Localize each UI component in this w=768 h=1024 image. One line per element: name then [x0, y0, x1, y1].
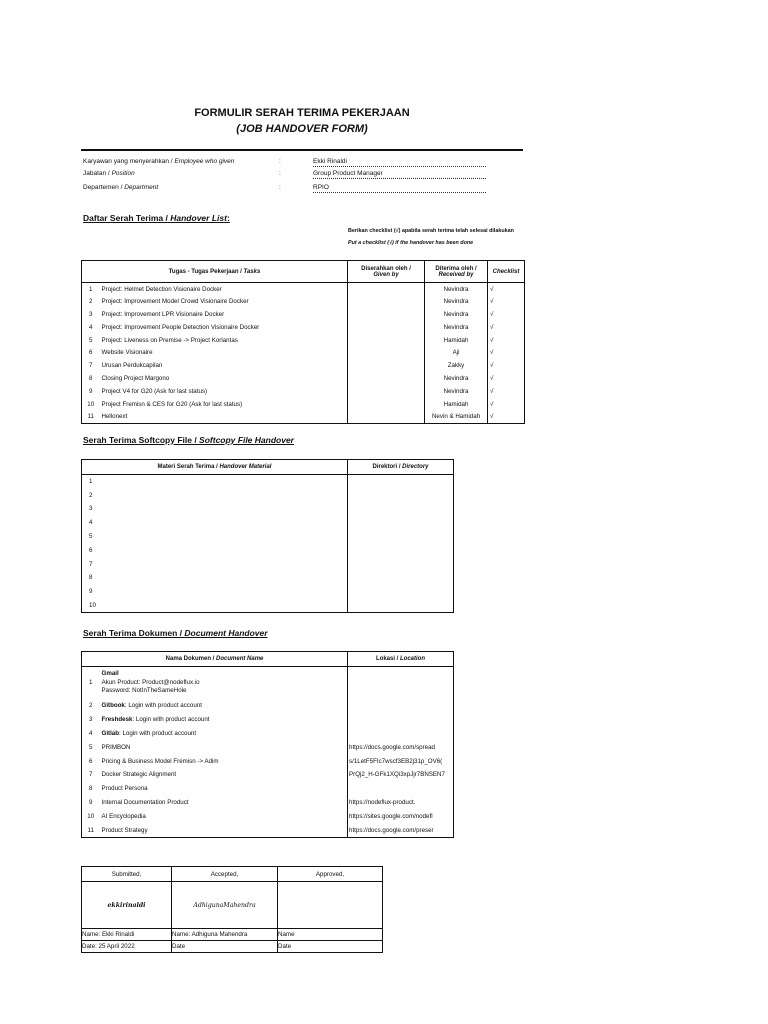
table-row — [82, 667, 454, 699]
table-row — [82, 334, 525, 347]
location-cell — [348, 699, 454, 713]
position-colon: : — [279, 170, 281, 177]
table-row — [82, 824, 454, 838]
name-submitted: Name: Ekki Rinaldi — [82, 929, 172, 941]
given-by-cell — [348, 346, 425, 359]
received-by-cell: Nevindra — [425, 385, 488, 398]
document-name-cell — [100, 726, 348, 740]
name-accepted: Name: Adhiguna Mahendra — [172, 929, 278, 941]
table-row — [82, 557, 454, 571]
task-cell: Project: Improvement People Detection Visionaire Docker — [100, 321, 348, 334]
employee-colon: : — [279, 158, 281, 165]
row-number: 1 — [89, 478, 93, 486]
received-by-cell: Nevindra — [425, 283, 488, 296]
document-name-text: : Login with product account — [119, 729, 197, 737]
row-number: 5 — [82, 740, 100, 754]
material-cell — [82, 530, 348, 544]
department-label: Departemen / Department — [83, 184, 159, 191]
signature-submitted: ekkirinaldi — [82, 882, 172, 929]
task-cell: Project: Helmet Detection Visionaire Docker — [100, 283, 348, 296]
table-row — [82, 712, 454, 726]
checklist-cell: √ — [488, 321, 525, 334]
table-row — [82, 410, 525, 423]
checklist-cell: √ — [488, 410, 525, 423]
document-name-cell — [100, 796, 348, 810]
document-name-cell — [100, 810, 348, 824]
given-by-cell — [348, 321, 425, 334]
received-by-cell: Nevindra — [425, 308, 488, 321]
location-cell — [348, 712, 454, 726]
table-row — [82, 768, 454, 782]
task-cell: Hellonext — [100, 410, 348, 423]
row-number: 8 — [82, 372, 100, 385]
checklist-note-en: Put a checklist (√) if the handover has been done — [348, 240, 474, 246]
col-document-name: Nama Dokumen / Document Name — [82, 652, 348, 667]
location-link[interactable]: https://docs.google.com/spread — [348, 740, 454, 754]
checklist-cell: √ — [488, 385, 525, 398]
employee-label: Karyawan yang menyerahkan / Employee who given — [83, 158, 235, 165]
handover-table — [81, 260, 525, 424]
table-row — [82, 283, 525, 296]
table-row — [82, 782, 454, 796]
document-name-cell — [100, 699, 348, 713]
position-label: Jabatan / Position — [83, 170, 135, 177]
document-name-cell — [100, 712, 348, 726]
given-by-cell — [348, 283, 425, 296]
table-row — [82, 726, 454, 740]
row-number: 10 — [82, 810, 100, 824]
row-number: 6 — [82, 754, 100, 768]
table-row — [82, 740, 454, 754]
checklist-cell: √ — [488, 346, 525, 359]
received-by-cell: Hamidah — [425, 398, 488, 411]
checklist-cell: √ — [488, 308, 525, 321]
location-link[interactable]: PrQj2_H-GFk1XQi3xpJjr7BNSEN7 — [348, 768, 454, 782]
row-number: 1 — [82, 667, 100, 699]
row-number: 5 — [89, 533, 93, 541]
task-cell: Project: Improvement LPR Visionaire Docker — [100, 308, 348, 321]
document-name-text: Product Persona — [101, 785, 148, 793]
location-cell — [348, 782, 454, 796]
row-number: 2 — [82, 295, 100, 308]
material-cell — [82, 571, 348, 585]
checklist-cell: √ — [488, 372, 525, 385]
row-number: 5 — [82, 334, 100, 347]
directory-cell — [348, 557, 454, 571]
document-name-text: PRIMBON — [101, 743, 131, 751]
task-cell: Project: Liveness on Premise -> Project Korlantas — [100, 334, 348, 347]
material-cell — [82, 543, 348, 557]
row-number: 2 — [89, 491, 93, 499]
document-name-bold: Freshdesk — [101, 715, 133, 723]
col-handover-material: Materi Serah Terima / Handover Material — [82, 460, 348, 475]
received-by-cell: Nevin & Hamidah — [425, 410, 488, 423]
material-cell — [82, 557, 348, 571]
directory-cell — [348, 488, 454, 502]
row-number: 11 — [82, 410, 100, 423]
document-name-cell — [100, 740, 348, 754]
given-by-cell — [348, 385, 425, 398]
date-submitted: Date: 25 April 2022 — [82, 941, 172, 953]
softcopy-title: Serah Terima Softcopy File / Softcopy File Handover — [83, 435, 294, 445]
directory-cell — [348, 571, 454, 585]
row-number: 7 — [82, 768, 100, 782]
checklist-cell: √ — [488, 283, 525, 296]
table-row — [82, 543, 454, 557]
row-number: 8 — [82, 782, 100, 796]
col-given-by: Diserahkan oleh / Given by — [348, 261, 425, 283]
signature-accepted: AdhigunaMahendra — [172, 882, 278, 929]
gmail-head: Gmail — [101, 670, 119, 677]
document-name-cell — [100, 782, 348, 796]
document-name-text: Internal Documentation Product — [101, 799, 189, 807]
date-accepted: Date — [172, 941, 278, 953]
submitted-label: Submitted, — [82, 867, 172, 882]
softcopy-table — [81, 459, 454, 613]
table-row — [82, 530, 454, 544]
document-name-text: Product Strategy — [101, 826, 148, 834]
given-by-cell — [348, 295, 425, 308]
signature-table — [81, 866, 383, 953]
received-by-cell: Hamidah — [425, 334, 488, 347]
table-row — [82, 585, 454, 599]
table-row — [82, 308, 525, 321]
document-name-text: Docker Strategic Alignment — [101, 771, 177, 779]
table-row — [82, 321, 525, 334]
table-row — [82, 359, 525, 372]
table-row — [82, 475, 454, 489]
table-row — [82, 488, 454, 502]
given-by-cell — [348, 334, 425, 347]
checklist-note-id: Berikan checklist (√) apabila serah terima telah selesai dilakukan — [348, 228, 514, 234]
row-number: 9 — [89, 588, 93, 596]
document-name-cell — [100, 824, 348, 838]
col-received-by: Diterima oleh / Received by — [425, 261, 488, 283]
task-cell: Closing Project Margono — [100, 372, 348, 385]
task-cell: Website Visionaire — [100, 346, 348, 359]
table-row — [82, 295, 525, 308]
document-name-text: Pricing & Business Model Fremisn -> Adim — [101, 757, 219, 765]
gmail-password: Password: NotInTheSameHole — [101, 687, 187, 694]
row-number: 2 — [82, 699, 100, 713]
table-row — [82, 502, 454, 516]
material-cell — [82, 475, 348, 489]
directory-cell — [348, 599, 454, 613]
task-cell: Project V4 for G20 (Ask for last status) — [100, 385, 348, 398]
given-by-cell — [348, 410, 425, 423]
document-name-text: : Login with product account — [132, 715, 210, 723]
material-cell — [82, 516, 348, 530]
table-row — [82, 599, 454, 613]
row-number: 9 — [82, 796, 100, 810]
task-cell: Project: Improvement Model Crowd Visionaire Docker — [100, 295, 348, 308]
signature-approved — [278, 882, 383, 929]
handover-list-title: Daftar Serah Terima / Handover List: — [83, 213, 230, 223]
location-link[interactable]: s/1LetF5FIc7wscf3EB2j31p_OV6( — [348, 754, 454, 768]
col-directory: Direktori / Directory — [348, 460, 454, 475]
department-value: RPIO — [313, 184, 486, 193]
location-cell — [348, 667, 454, 699]
given-by-cell — [348, 359, 425, 372]
row-number: 6 — [82, 346, 100, 359]
form-title: FORMULIR SERAH TERIMA PEKERJAAN — [194, 107, 410, 119]
employee-value: Ekki Rinaldi — [313, 158, 486, 167]
gmail-account: Akun Product: Product@nodeflux.io — [101, 678, 200, 686]
directory-cell — [348, 530, 454, 544]
row-number: 3 — [89, 505, 93, 513]
header-divider — [81, 149, 523, 151]
row-number: 7 — [89, 560, 93, 568]
position-value: Group Product Manager — [313, 170, 486, 179]
location-link[interactable]: https://nodeflux-product. — [348, 796, 454, 810]
document-title: Serah Terima Dokumen / Document Handover — [83, 628, 268, 638]
row-number: 3 — [82, 712, 100, 726]
row-number: 1 — [82, 283, 100, 296]
table-row — [82, 810, 454, 824]
row-number: 8 — [89, 574, 93, 582]
table-row — [82, 571, 454, 585]
table-row — [82, 372, 525, 385]
document-name-text: : Login with product account — [124, 701, 202, 709]
material-cell — [82, 585, 348, 599]
material-cell — [82, 488, 348, 502]
row-number: 4 — [89, 519, 93, 527]
row-number: 9 — [82, 385, 100, 398]
row-number: 7 — [82, 359, 100, 372]
given-by-cell — [348, 372, 425, 385]
task-cell: Urusan Perdukcapilan — [100, 359, 348, 372]
row-number: 6 — [89, 546, 93, 554]
document-table — [81, 651, 454, 838]
location-link[interactable]: https://docs.google.com/preser — [348, 824, 454, 838]
department-colon: : — [279, 184, 281, 191]
approved-label: Approved, — [278, 867, 383, 882]
checklist-cell: √ — [488, 398, 525, 411]
row-number: 10 — [82, 398, 100, 411]
accepted-label: Accepted, — [172, 867, 278, 882]
directory-cell — [348, 475, 454, 489]
given-by-cell — [348, 398, 425, 411]
table-row — [82, 516, 454, 530]
location-cell — [348, 726, 454, 740]
table-row — [82, 699, 454, 713]
checklist-cell: √ — [488, 295, 525, 308]
received-by-cell: Aji — [425, 346, 488, 359]
gmail-cell — [100, 667, 348, 699]
table-row — [82, 385, 525, 398]
received-by-cell: Zakky — [425, 359, 488, 372]
row-number: 4 — [82, 321, 100, 334]
document-name-bold: Gitlab — [101, 729, 120, 737]
row-number: 10 — [89, 601, 96, 609]
table-row — [82, 398, 525, 411]
directory-cell — [348, 516, 454, 530]
table-row — [82, 346, 525, 359]
row-number: 3 — [82, 308, 100, 321]
received-by-cell: Nevindra — [425, 321, 488, 334]
received-by-cell: Nevindra — [425, 295, 488, 308]
given-by-cell — [348, 308, 425, 321]
document-name-cell — [100, 754, 348, 768]
name-approved: Name — [278, 929, 383, 941]
checklist-cell: √ — [488, 334, 525, 347]
table-row — [82, 754, 454, 768]
table-row — [82, 796, 454, 810]
task-cell: Project Fremisn & CES for G20 (Ask for last status) — [100, 398, 348, 411]
directory-cell — [348, 543, 454, 557]
row-number: 11 — [82, 824, 100, 838]
received-by-cell: Nevindra — [425, 372, 488, 385]
document-name-bold: Gitbook — [101, 701, 125, 709]
checklist-cell: √ — [488, 359, 525, 372]
form-subtitle: (JOB HANDOVER FORM) — [236, 123, 368, 135]
col-tasks: Tugas - Tugas Pekerjaan / Tasks — [82, 261, 348, 283]
row-number: 4 — [82, 726, 100, 740]
material-cell — [82, 502, 348, 516]
location-link[interactable]: https://sites.google.com/nodefl — [348, 810, 454, 824]
material-cell — [82, 599, 348, 613]
document-name-cell — [100, 768, 348, 782]
directory-cell — [348, 502, 454, 516]
directory-cell — [348, 585, 454, 599]
document-name-text: AI Encyclopedia — [101, 813, 146, 821]
date-approved: Date — [278, 941, 383, 953]
col-location: Lokasi / Location — [348, 652, 454, 667]
col-checklist: Checklist — [488, 261, 525, 283]
